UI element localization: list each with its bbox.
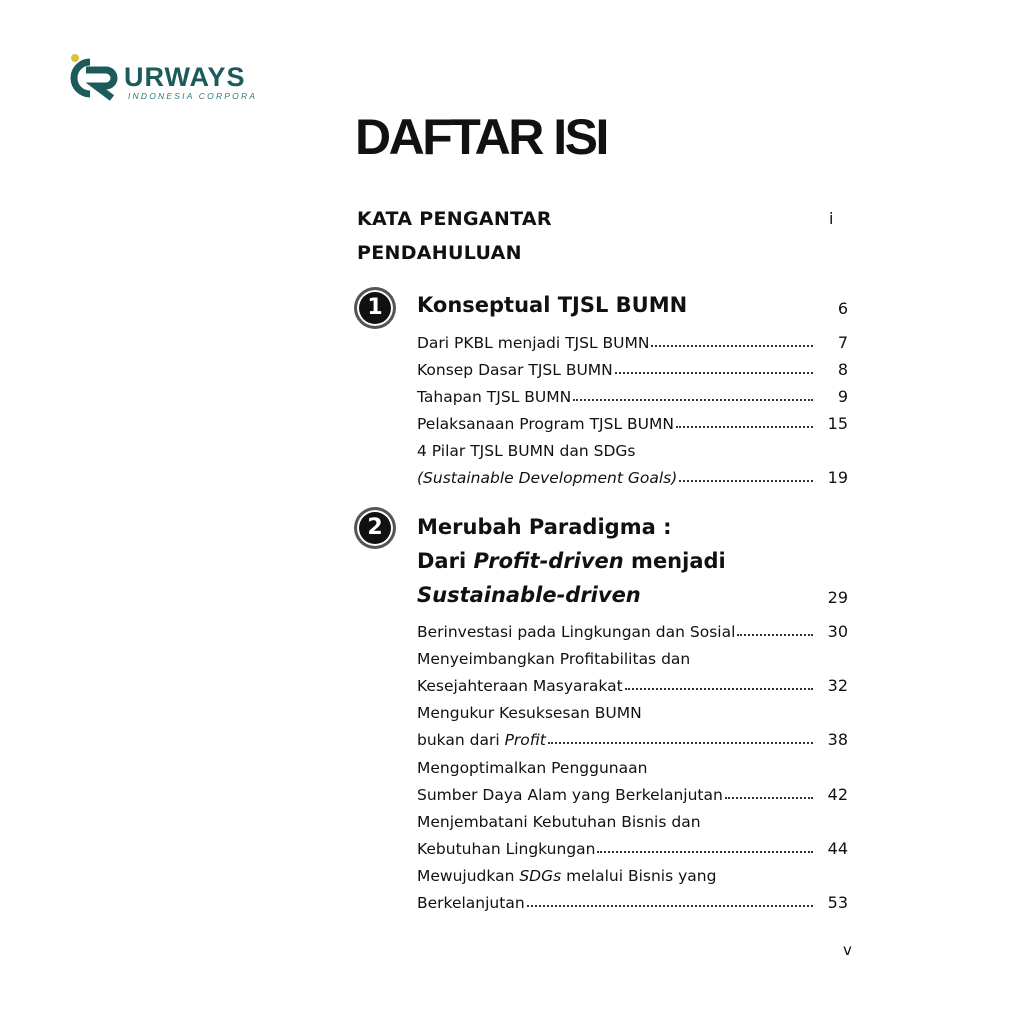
entry-text-italic: SDGs: [519, 867, 562, 885]
entry-page: 30: [827, 622, 848, 641]
entry-text: melalui Bisnis yang: [561, 867, 717, 885]
entry-page: 32: [827, 676, 848, 695]
toc-entry: [417, 358, 813, 382]
toc-entry-line2: [417, 837, 813, 861]
title-text-italic: Sustainable-driven: [417, 583, 641, 607]
chapter-number-icon: 1: [357, 290, 393, 326]
dot-leader: [615, 358, 813, 374]
toc-entry-line1: [417, 439, 813, 463]
chapter-title-line3: [417, 581, 641, 609]
chapter-title-line2: [417, 547, 726, 575]
entry-page: 42: [827, 785, 848, 804]
entry-page: 9: [837, 387, 848, 406]
entry-text-italic: Profit: [504, 731, 546, 749]
entry-text: Menyeimbangkan Profitabilitas dan: [417, 650, 691, 668]
entry-text: Mewujudkan: [417, 867, 520, 885]
toc-page-number: i: [829, 209, 834, 228]
entry-text: Mengoptimalkan Penggunaan: [417, 759, 648, 777]
dot-leader: [737, 620, 813, 636]
entry-text: Berkelanjutan: [417, 894, 525, 912]
entry-page: 53: [827, 893, 848, 912]
entry-page: 8: [837, 360, 848, 379]
entry-text: Mengukur Kesuksesan BUMN: [417, 704, 642, 722]
page-title: DAFTAR ISI: [355, 109, 607, 165]
toc-entry: [417, 412, 813, 436]
entry-text: Dari PKBL menjadi TJSL BUMN: [417, 334, 650, 352]
chapter-title-line1: Merubah Paradigma :: [417, 515, 672, 539]
toc-front-pendahuluan: PENDAHULUAN: [357, 242, 522, 264]
entry-text: Pelaksanaan Program TJSL BUMN: [417, 415, 674, 433]
dot-leader: [651, 331, 813, 347]
toc-entry-line2: [417, 891, 813, 915]
entry-page: 38: [827, 730, 848, 749]
page-folio: v: [843, 941, 852, 959]
toc-entry: [417, 331, 813, 355]
entry-text: Kesejahteraan Masyarakat: [417, 677, 623, 695]
toc-entry: [417, 620, 813, 644]
entry-text: Konsep Dasar TJSL BUMN: [417, 361, 613, 379]
entry-text: Tahapan TJSL BUMN: [417, 388, 572, 406]
entry-text: 4 Pilar TJSL BUMN dan SDGs: [417, 442, 636, 460]
entry-text: Kebutuhan Lingkungan: [417, 840, 596, 858]
entry-page: 44: [827, 839, 848, 858]
toc-entry-line1: [417, 810, 813, 834]
chapter-page: 6: [837, 299, 848, 318]
dot-leader: [527, 891, 813, 907]
toc-entry-line2: [417, 728, 813, 752]
dot-leader: [597, 837, 813, 853]
company-logo: [68, 52, 278, 104]
toc-entry-line2: [417, 674, 813, 698]
entry-page: 7: [837, 333, 848, 352]
toc-entry-line1: [417, 701, 813, 725]
entry-text: Sumber Daya Alam yang Berkelanjutan: [417, 786, 723, 804]
logo-subtitle: INDONESIA CORPORA: [128, 91, 258, 101]
title-text: menjadi: [623, 549, 726, 573]
toc-entry-line2: [417, 783, 813, 807]
toc-entry-line2: [417, 466, 813, 490]
chapter-page: 29: [827, 588, 848, 607]
toc-entry-line1: [417, 864, 813, 888]
entry-page: 19: [827, 468, 848, 487]
entry-text: bukan dari: [417, 731, 505, 749]
dot-leader: [725, 783, 813, 799]
chapter-number-icon: 2: [357, 510, 393, 546]
logo-mark-icon: [68, 52, 128, 104]
logo-wordmark: URWAYS: [124, 62, 246, 92]
entry-text: (Sustainable Development Goals): [417, 469, 678, 487]
dot-leader: [679, 466, 813, 482]
chapter-title: Konseptual TJSL BUMN: [417, 293, 688, 317]
entry-page: 15: [827, 414, 848, 433]
dot-leader: [676, 412, 813, 428]
toc-entry: [417, 385, 813, 409]
title-text-italic: Profit-driven: [473, 549, 624, 573]
dot-leader: [548, 728, 813, 744]
dot-leader: [573, 385, 813, 401]
entry-text: Berinvestasi pada Lingkungan dan Sosial: [417, 623, 736, 641]
dot-leader: [625, 674, 813, 690]
toc-entry-line1: [417, 756, 813, 780]
entry-text: Menjembatani Kebutuhan Bisnis dan: [417, 813, 701, 831]
title-text: Dari: [417, 549, 474, 573]
toc-entry-line1: [417, 647, 813, 671]
toc-front-kata-pengantar: KATA PENGANTAR: [357, 208, 552, 230]
